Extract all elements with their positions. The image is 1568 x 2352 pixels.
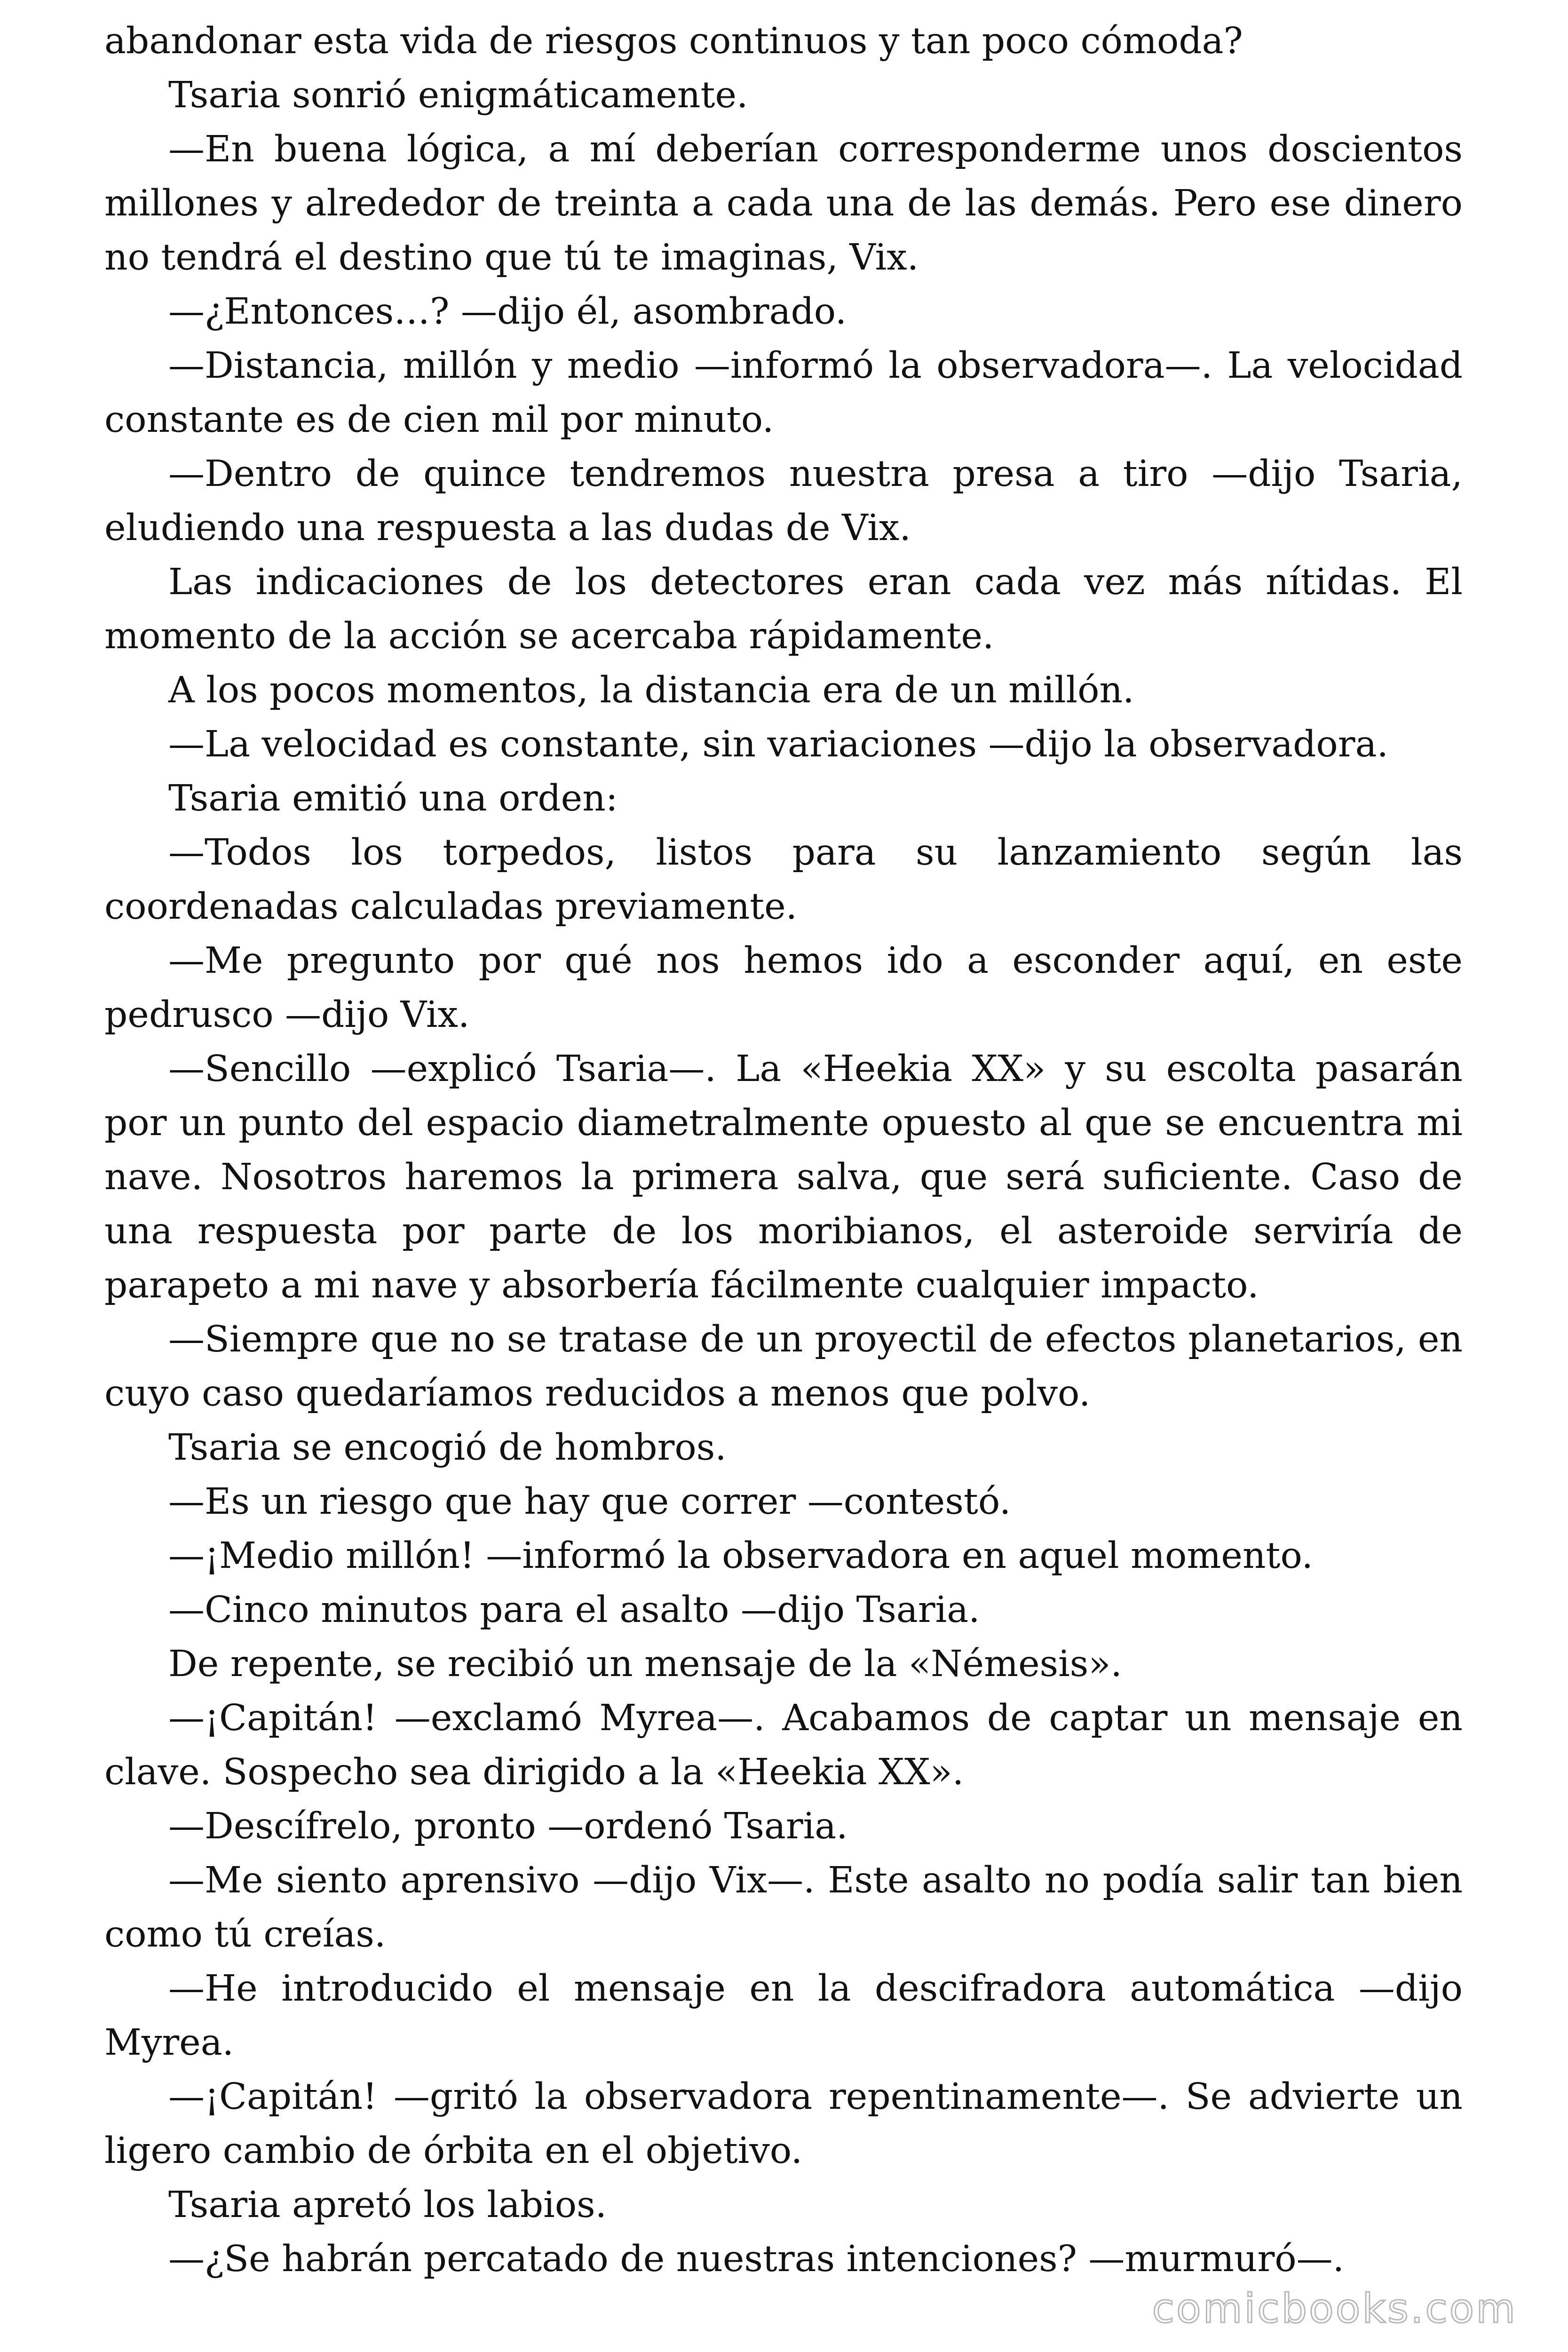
paragraph: —Descífrelo, pronto —ordenó Tsaria. — [168, 1805, 848, 1847]
paragraph: —¡Capitán! —exclamó Myrea—. Acabamos de captar un mensaje en clave. Sospecho sea dirigido a la «Heekia XX». — [104, 1697, 1463, 1793]
paragraph: —Distancia, millón y medio —informó la observadora—. La velocidad constante es de cien mil por minuto. — [104, 345, 1463, 441]
paragraph: —Me pregunto por qué nos hemos ido a esconder aquí, en este pedrusco —dijo Vix. — [104, 940, 1463, 1036]
paragraph: —La velocidad es constante, sin variaciones —dijo la observadora. — [168, 723, 1388, 765]
paragraph: Las indicaciones de los detectores eran cada vez más nítidas. El momento de la acción se acercaba rápidamente. — [104, 561, 1463, 657]
paragraph: —Cinco minutos para el asalto —dijo Tsaria. — [168, 1589, 980, 1631]
paragraph: —Es un riesgo que hay que correr —contestó. — [168, 1481, 1011, 1523]
paragraph: A los pocos momentos, la distancia era de un millón. — [168, 669, 1134, 711]
paragraph: —¡Capitán! —gritó la observadora repentinamente—. Se advierte un ligero cambio de órbita en el objetivo. — [104, 2076, 1463, 2172]
body-text — [104, 14, 1463, 2286]
paragraph: —Siempre que no se tratase de un proyectil de efectos planetarios, en cuyo caso quedaríamos reducidos a menos que polvo. — [104, 1319, 1463, 1414]
paragraph: —¿Se habrán percatado de nuestras intenciones? —murmuró—. — [168, 2238, 1345, 2280]
paragraph: Tsaria apretó los labios. — [168, 2184, 607, 2226]
paragraph: Tsaria sonrió enigmáticamente. — [168, 74, 748, 116]
paragraph: Tsaria se encogió de hombros. — [168, 1427, 727, 1469]
paragraph: —En buena lógica, a mí deberían corresponderme unos doscientos millones y alrededor de treinta a cada una de las demás. Pero ese dinero no tendrá el destino que tú te imaginas, Vix. — [104, 128, 1463, 278]
watermark: comicbooks.com — [1152, 2285, 1517, 2332]
paragraph: De repente, se recibió un mensaje de la «Némesis». — [168, 1643, 1122, 1685]
paragraph: —Me siento aprensivo —dijo Vix—. Este asalto no podía salir tan bien como tú creías. — [104, 1859, 1463, 1955]
paragraph: —Sencillo —explicó Tsaria—. La «Heekia XX» y su escolta pasarán por un punto del espacio diametralmente opuesto al que se encuentra mi nave. Nosotros haremos la primera salva, que será suficiente. Caso de una respuesta por parte de los moribianos, el asteroide serviría de parapeto a mi nave y absorbería fácilmente cualquier impacto. — [104, 1048, 1463, 1306]
paragraph: Tsaria emitió una orden: — [168, 778, 618, 819]
paragraph: —Todos los torpedos, listos para su lanzamiento según las coordenadas calculadas previamente. — [104, 832, 1463, 928]
paragraph: abandonar esta vida de riesgos continuos y tan poco cómoda? — [104, 20, 1243, 62]
paragraph: —He introducido el mensaje en la descifradora automática —dijo Myrea. — [104, 1968, 1463, 2064]
paragraph: —¿Entonces…? —dijo él, asombrado. — [168, 291, 847, 333]
paragraph: —¡Medio millón! —informó la observadora en aquel momento. — [168, 1535, 1313, 1577]
paragraph: —Dentro de quince tendremos nuestra presa a tiro —dijo Tsaria, eludiendo una respuesta a las dudas de Vix. — [104, 453, 1463, 549]
